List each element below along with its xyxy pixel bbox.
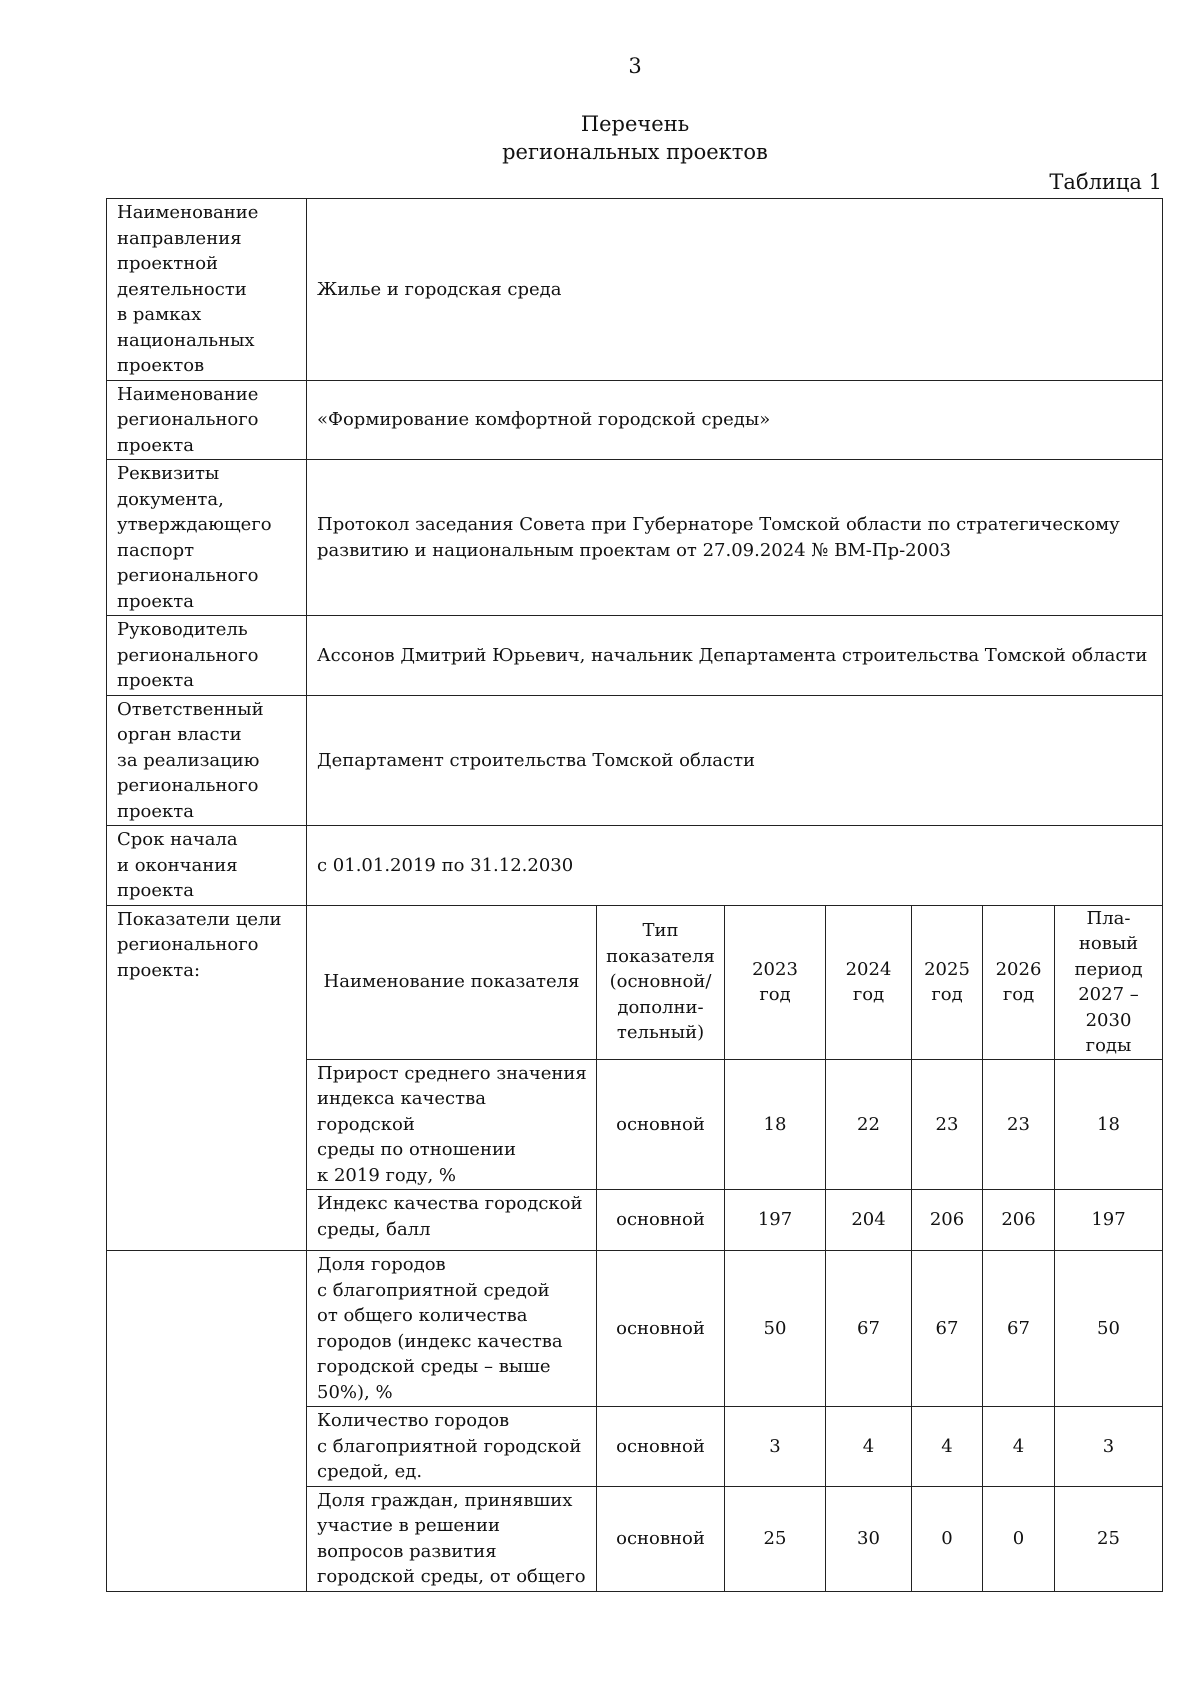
- header-year-2024: 2024 год: [826, 905, 912, 1059]
- goals-continuation-cell: [107, 1251, 307, 1592]
- header-plan-period: Пла- новый период 2027 – 2030 годы: [1055, 905, 1163, 1059]
- indicator-name: Индекс качества городской среды, балл: [307, 1190, 597, 1251]
- indicator-name: Доля городов с благоприятной средой от общего количества городов (индекс качества городской среды – выше 50%), %: [307, 1251, 597, 1407]
- table-row-project-name: [107, 380, 1163, 460]
- indicator-value-2026: 0: [983, 1486, 1055, 1591]
- row-label-goals: Показатели цели регионального проекта:: [107, 905, 307, 1251]
- document-title: [0, 110, 1200, 166]
- indicator-row: [107, 1251, 1163, 1407]
- table-row-period: [107, 826, 1163, 906]
- row-value-period: с 01.01.2019 по 31.12.2030: [307, 826, 1163, 906]
- indicator-value-plan: 197: [1055, 1190, 1163, 1251]
- indicator-value-2026: 206: [983, 1190, 1055, 1251]
- title-line-2: региональных проектов: [502, 140, 768, 164]
- indicator-value-2025: 67: [912, 1251, 983, 1407]
- row-label-project-name: Наименование регионального проекта: [107, 380, 307, 460]
- indicator-value-plan: 3: [1055, 1407, 1163, 1487]
- table-row-direction: [107, 199, 1163, 381]
- title-line-1: Перечень: [580, 112, 690, 136]
- page-number: 3: [628, 54, 642, 78]
- indicator-value-2023: 3: [725, 1407, 826, 1487]
- row-label-head: Руководитель регионального проекта: [107, 616, 307, 696]
- indicator-value-2024: 4: [826, 1407, 912, 1487]
- header-year-2025: 2025 год: [912, 905, 983, 1059]
- row-label-responsible: Ответственный орган власти за реализацию регионального проекта: [107, 695, 307, 826]
- header-year-2026: 2026 год: [983, 905, 1055, 1059]
- indicator-value-2024: 204: [826, 1190, 912, 1251]
- table-row-responsible: [107, 695, 1163, 826]
- indicator-value-2026: 67: [983, 1251, 1055, 1407]
- indicator-value-2025: 23: [912, 1059, 983, 1190]
- indicator-type: основной: [597, 1407, 725, 1487]
- indicator-name: Доля граждан, принявших участие в решении вопросов развития городской среды, от общего: [307, 1486, 597, 1591]
- indicator-value-2024: 22: [826, 1059, 912, 1190]
- indicator-type: основной: [597, 1251, 725, 1407]
- indicator-value-2026: 23: [983, 1059, 1055, 1190]
- row-value-responsible: Департамент строительства Томской области: [307, 695, 1163, 826]
- indicator-type: основной: [597, 1059, 725, 1190]
- row-label-document: Реквизиты документа, утверждающего паспорт регионального проекта: [107, 460, 307, 616]
- indicator-value-2025: 206: [912, 1190, 983, 1251]
- row-value-direction: Жилье и городская среда: [307, 199, 1163, 381]
- indicator-value-2023: 197: [725, 1190, 826, 1251]
- indicator-value-plan: 18: [1055, 1059, 1163, 1190]
- indicator-value-2025: 0: [912, 1486, 983, 1591]
- row-label-direction: Наименование направления проектной деятельности в рамках национальных проектов: [107, 199, 307, 381]
- indicator-value-plan: 25: [1055, 1486, 1163, 1591]
- indicator-value-2025: 4: [912, 1407, 983, 1487]
- header-indicator-type: Тип показателя (основной/ дополни- тельный): [597, 905, 725, 1059]
- row-value-project-name: «Формирование комфортной городской среды»: [307, 380, 1163, 460]
- table-row-head: [107, 616, 1163, 696]
- indicator-value-2026: 4: [983, 1407, 1055, 1487]
- indicators-header-row: [107, 905, 1163, 1059]
- indicator-name: Количество городов с благоприятной городской средой, ед.: [307, 1407, 597, 1487]
- indicator-value-plan: 50: [1055, 1251, 1163, 1407]
- indicator-value-2024: 67: [826, 1251, 912, 1407]
- indicator-value-2023: 50: [725, 1251, 826, 1407]
- indicator-name: Прирост среднего значения индекса качества городской среды по отношении к 2019 году, %: [307, 1059, 597, 1190]
- row-value-head: Ассонов Дмитрий Юрьевич, начальник Департамента строительства Томской области: [307, 616, 1163, 696]
- indicator-value-2023: 25: [725, 1486, 826, 1591]
- projects-table: [106, 198, 1163, 1592]
- row-value-document: Протокол заседания Совета при Губернаторе Томской области по стратегическому развитию и национальным проектам от 27.09.2024 № ВМ-Пр-2003: [307, 460, 1163, 616]
- header-indicator-name: Наименование показателя: [307, 905, 597, 1059]
- indicator-type: основной: [597, 1486, 725, 1591]
- indicator-type: основной: [597, 1190, 725, 1251]
- row-label-period: Срок начала и окончания проекта: [107, 826, 307, 906]
- table-row-document: [107, 460, 1163, 616]
- indicator-value-2024: 30: [826, 1486, 912, 1591]
- header-year-2023: 2023 год: [725, 905, 826, 1059]
- indicator-value-2023: 18: [725, 1059, 826, 1190]
- table-caption: Таблица 1: [1049, 170, 1162, 194]
